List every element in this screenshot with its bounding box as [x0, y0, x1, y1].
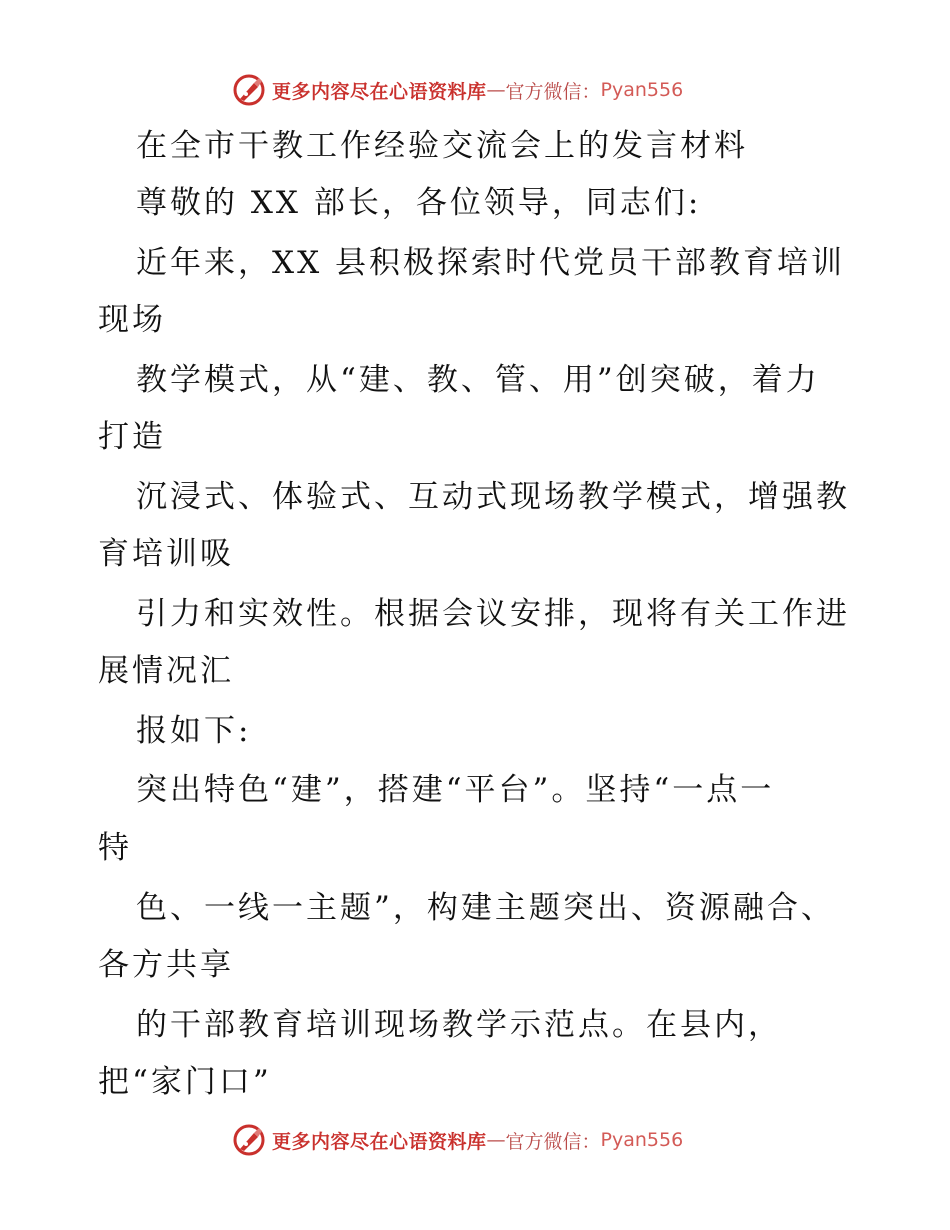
banner-wechat-label: 官方微信： — [505, 1130, 601, 1153]
footer-banner — [232, 1120, 683, 1160]
text-line: 的干部教育培训现场教学示范点。在县内， — [136, 1007, 782, 1043]
text-line: 各方共享 — [98, 947, 234, 983]
salutation: 尊敬的 XX 部长，各位领导，同志们: — [136, 185, 702, 221]
banner-text: 更多内容尽在心语资料库 — [272, 1130, 487, 1153]
pen-logo-icon — [232, 1123, 266, 1157]
text-line: 突出特色“建”，搭建“平台”。坚持“一点一 — [136, 772, 775, 808]
banner-text: 更多内容尽在心语资料库 — [272, 80, 487, 103]
text-line: 把“家门口” — [98, 1064, 272, 1100]
pen-logo-icon — [232, 73, 266, 107]
text-line: 色、一线一主题”，构建主题突出、资源融合、 — [136, 890, 835, 926]
text-line: 特 — [98, 830, 132, 866]
text-line: 打造 — [98, 419, 166, 455]
banner-wechat-label: 官方微信： — [505, 80, 601, 103]
doc-title: 在全市干教工作经验交流会上的发言材料 — [136, 128, 748, 164]
text-line: 育培训吸 — [98, 536, 234, 572]
header-banner — [232, 70, 683, 110]
text-line: 报如下: — [136, 713, 252, 749]
text-line: 展情况汇 — [98, 653, 234, 689]
text-line: 沉浸式、体验式、互动式现场教学模式，增强教 — [136, 479, 850, 515]
text-line: 引力和实效性。根据会议安排，现将有关工作进 — [136, 596, 850, 632]
text-line: 教学模式，从“建、教、管、用”创突破，着力 — [136, 362, 820, 398]
banner-wechat-id: Pyan556 — [600, 79, 684, 101]
text-line: 现场 — [98, 302, 166, 338]
banner-wechat-id: Pyan556 — [600, 1129, 684, 1151]
banner-separator: — — [486, 1129, 506, 1151]
text-line: 近年来，XX 县积极探索时代党员干部教育培训 — [136, 245, 845, 281]
banner-separator: — — [486, 79, 506, 101]
